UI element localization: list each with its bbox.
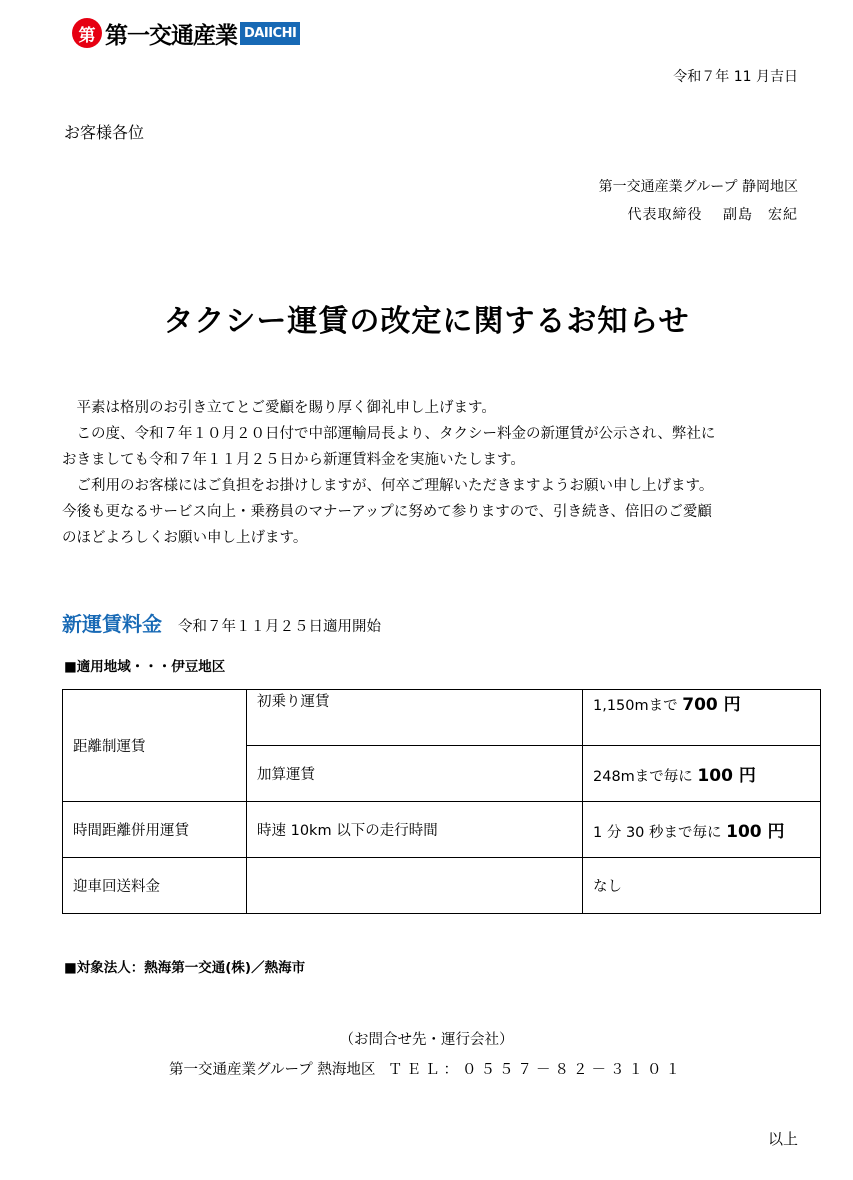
table-row — [63, 690, 821, 746]
table-cell-item: 初乗り運賃 — [247, 690, 583, 746]
logo-name: 第一交通産業 — [105, 22, 237, 49]
document-title: タクシー運賃の改定に関するお知らせ — [163, 304, 690, 339]
table-row — [63, 858, 821, 914]
fare-detail: 1 分 30 秒まで毎に — [593, 825, 727, 841]
section-title: 新運賃料金 — [62, 612, 162, 636]
body-line: のほどよろしくお願い申し上げます。 — [62, 530, 308, 546]
fare-amount: 100 円 — [726, 822, 785, 842]
section-subtitle: 令和７年１１月２５日適用開始 — [178, 619, 381, 635]
table-cell-item — [247, 858, 583, 914]
fare-amount: 700 円 — [682, 695, 741, 715]
sender-representative: 代表取締役 副島 宏紀 — [627, 207, 798, 223]
contact-label: （お問合せ先・運行会社） — [339, 1032, 514, 1048]
body-line: 今後も更なるサービス向上・乗務員のマナーアップに努めて参りますので、引き続き、倍旧のご愛顧 — [62, 504, 712, 520]
fare-detail: 248mまで毎に — [593, 769, 698, 785]
table-cell-category: 距離制運賃 — [63, 690, 247, 802]
contact-company: 第一交通産業グループ 熱海地区 — [168, 1062, 376, 1078]
table-row — [63, 802, 821, 858]
table-cell-item: 加算運賃 — [247, 746, 583, 802]
contact-line — [0, 1058, 853, 1079]
contact-phone: ＴＥＬ：０５５７－８２－３１０１ — [388, 1062, 685, 1078]
table-cell-category: 時間距離併用運賃 — [63, 802, 247, 858]
fare-detail: 1,150mまで — [593, 698, 683, 714]
body-line: 平素は格別のお引き立てとご愛顧を賜り厚く御礼申し上げます。 — [62, 400, 496, 416]
company-logo — [72, 16, 300, 50]
fare-table — [62, 689, 821, 914]
target-corporation: ■対象法人：熱海第一交通(株)／熱海市 — [64, 960, 306, 976]
table-cell-fare — [583, 690, 821, 746]
table-cell-fare — [583, 802, 821, 858]
table-cell-category: 迎車回送料金 — [63, 858, 247, 914]
body-line: この度、令和７年１０月２０日付で中部運輸局長より、タクシー料金の新運賃が公示され、弊社に — [62, 426, 716, 442]
sender-organization: 第一交通産業グループ 静岡地区 — [598, 179, 798, 195]
body-line: ご利用のお客様にはご負担をお掛けしますが、何卒ご理解いただきますようお願い申し上げます。 — [62, 478, 714, 494]
section-header — [62, 608, 381, 637]
body-text — [62, 395, 802, 551]
body-line: おきましても令和７年１１月２５日から新運賃料金を実施いたします。 — [62, 452, 525, 468]
closing-mark: 以上 — [767, 1130, 798, 1148]
addressee: お客様各位 — [64, 123, 145, 142]
table-cell-item: 時速 10km 以下の走行時間 — [247, 802, 583, 858]
logo-seal-icon: 第 — [72, 18, 102, 48]
document-date: 令和７年 11 月吉日 — [673, 69, 798, 85]
table-cell-fare: なし — [583, 858, 821, 914]
applicable-area: ■適用地域・・・伊豆地区 — [64, 659, 226, 675]
table-cell-fare — [583, 746, 821, 802]
fare-amount: 100 円 — [697, 766, 756, 786]
logo-english: DAIICHI — [240, 22, 300, 45]
